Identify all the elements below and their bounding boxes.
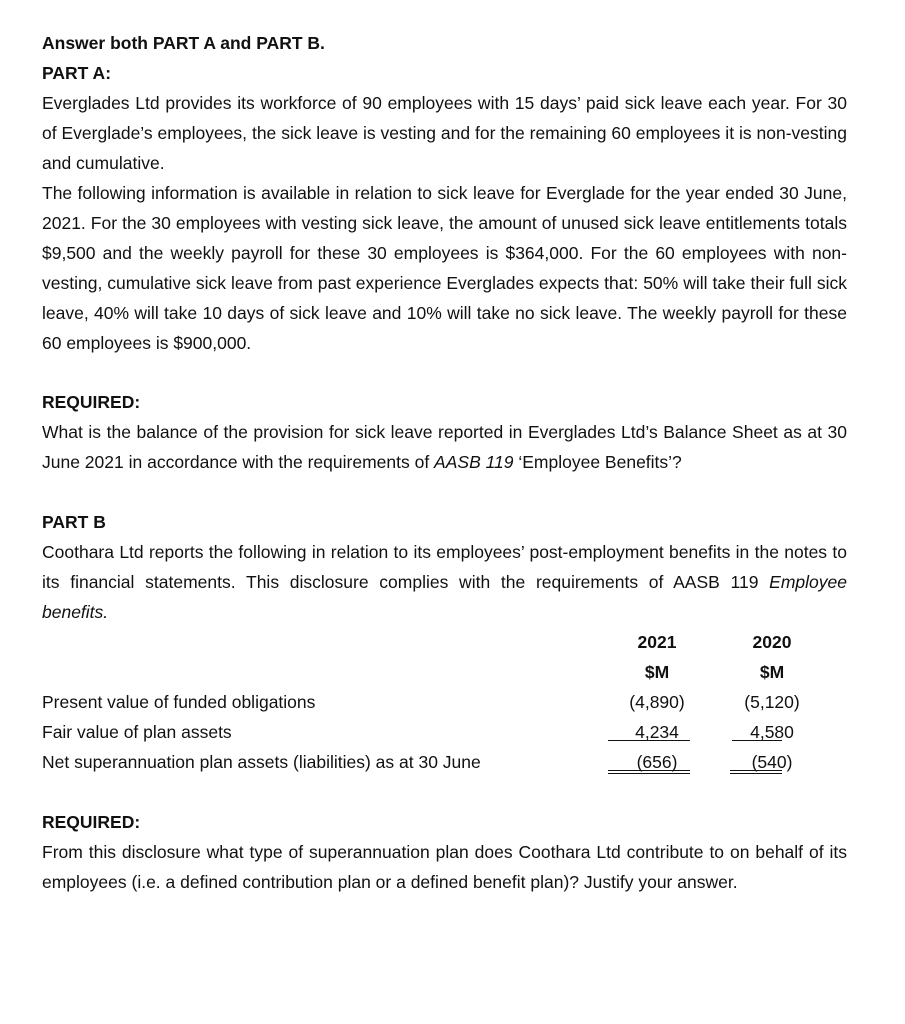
- total-rule-2020-upper: [730, 770, 782, 771]
- part-a-standard-reference: AASB 119: [434, 452, 514, 472]
- column-unit-2021: $M: [644, 662, 670, 682]
- superannuation-disclosure-table: [42, 627, 847, 777]
- value-obligations-2021: (4,890): [629, 692, 685, 712]
- part-a-paragraph-2: The following information is available in relation to sick leave for Everglade for the year ended 30 June, 2021. For the 30 employees with vesting sick leave, the amount of unused sick leave entitlements totals $9,500 and the weekly payroll for these 30 employees is $364,000. For the 60 employees with non-vesting, cumulative sick leave from past experience Everglades expects that: 50% will take their full sick leave, 40% will take 10 days of sick leave and 10% will take no sick leave. The weekly payroll for these 60 employees is $900,000.: [42, 183, 847, 353]
- part-a-required-heading: REQUIRED:: [42, 392, 141, 412]
- document-page: [42, 28, 847, 897]
- value-net-plan-2021: (656): [636, 752, 678, 772]
- part-b-heading: PART B: [42, 512, 106, 532]
- column-year-2020: 2020: [752, 632, 792, 652]
- part-a-required-text-start: What is the balance of the provision for sick leave reported in Everglades Ltd’s Balance Sheet as at 30 June 2021 in accordance with the requirements of: [42, 422, 847, 472]
- part-a-required-text-end: ‘Employee Benefits’?: [513, 452, 682, 472]
- value-net-plan-2020: (540): [751, 752, 793, 772]
- column-unit-2020: $M: [759, 662, 785, 682]
- intro-instruction: Answer both PART A and PART B.: [42, 33, 325, 53]
- value-plan-assets-2021: 4,234: [635, 722, 679, 742]
- part-a-heading: PART A:: [42, 63, 112, 83]
- part-b-paragraph: [42, 537, 847, 627]
- total-rule-2021-upper: [608, 770, 690, 771]
- row-label-net-plan: Net superannuation plan assets (liabilities) as at 30 June: [42, 752, 481, 772]
- value-obligations-2020: (5,120): [744, 692, 800, 712]
- subtotal-rule-2021: [608, 740, 690, 741]
- column-year-2021: 2021: [637, 632, 677, 652]
- value-plan-assets-2020: 4,580: [750, 722, 794, 742]
- part-a-paragraph-1: Everglades Ltd provides its workforce of 90 employees with 15 days’ paid sick leave each year. For 30 of Everglade’s employees, the sick leave is vesting and for the remaining 60 employees it is non-vesting and cumulative.: [42, 93, 847, 173]
- row-label-obligations: Present value of funded obligations: [42, 692, 316, 712]
- total-rule-2020-lower: [730, 773, 782, 774]
- part-b-required-question: From this disclosure what type of superannuation plan does Coothara Ltd contribute to on behalf of its employees (i.e. a defined contribution plan or a defined benefit plan)? Justify your answer.: [42, 842, 847, 892]
- row-label-plan-assets: Fair value of plan assets: [42, 722, 232, 742]
- subtotal-rule-2020: [732, 740, 782, 741]
- part-b-required-heading: REQUIRED:: [42, 812, 141, 832]
- total-rule-2021-lower: [608, 773, 690, 774]
- part-b-standard-title: Employee benefits.: [42, 572, 847, 622]
- part-b-paragraph-text: Coothara Ltd reports the following in relation to its employees’ post-employment benefits in the notes to its financial statements. This disclosure complies with the requirements of AASB 119: [42, 542, 847, 592]
- part-a-required-question: [42, 417, 847, 477]
